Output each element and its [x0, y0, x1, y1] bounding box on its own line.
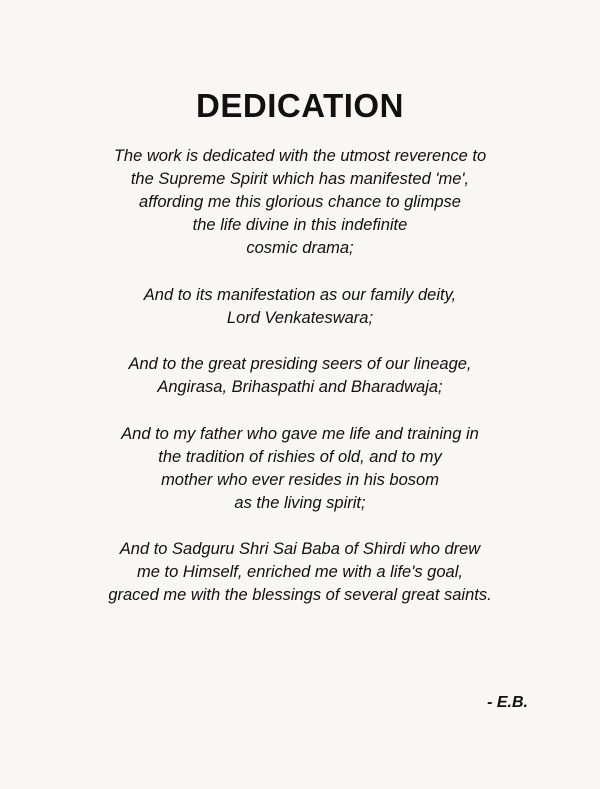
text-line: The work is dedicated with the utmost reverence to	[113, 147, 487, 165]
paragraph-parents	[0, 423, 600, 515]
text-line: the Supreme Spirit which has manifested 'me',	[130, 170, 470, 188]
text-line: And to its manifestation as our family deity,	[143, 285, 457, 304]
text-line: the life divine in this indefinite	[192, 216, 408, 234]
text-line: the tradition of rishies of old, and to my	[158, 447, 442, 466]
text-line: Lord Venkateswara;	[226, 308, 374, 327]
text-line: me to Himself, enriched me with a life's goal,	[137, 563, 463, 581]
paragraph-supreme-spirit	[0, 145, 600, 260]
text-line: affording me this glorious chance to glimpse	[139, 193, 461, 211]
dedication-text	[0, 145, 600, 631]
text-line: And to my father who gave me life and training in	[121, 424, 479, 443]
paragraph-sadguru	[0, 538, 600, 607]
signature: - E.B.	[487, 694, 528, 711]
text-line: graced me with the blessings of several great saints.	[108, 586, 492, 604]
paragraph-seers	[0, 353, 600, 399]
paragraph-family-deity	[0, 284, 600, 330]
page-title: DEDICATION	[196, 87, 404, 125]
text-line: And to Sadguru Shri Sai Baba of Shirdi who drew	[119, 540, 481, 558]
text-line: cosmic drama;	[246, 239, 354, 257]
text-line: And to the great presiding seers of our lineage,	[128, 355, 472, 373]
text-line: mother who ever resides in his bosom	[161, 470, 439, 489]
text-line: Angirasa, Brihaspathi and Bharadwaja;	[157, 378, 443, 396]
text-line: as the living spirit;	[234, 493, 366, 512]
